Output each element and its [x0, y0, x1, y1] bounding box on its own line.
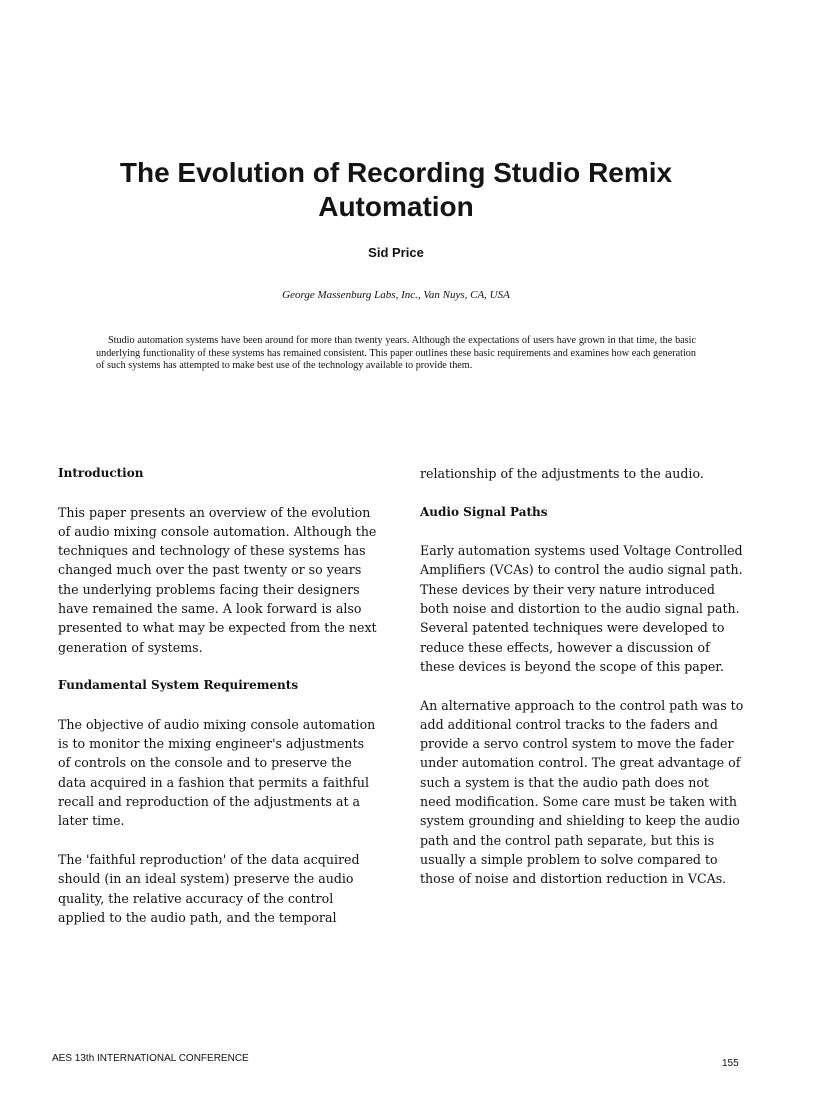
left-column — [58, 464, 378, 946]
paragraph-introduction: This paper presents an overview of the evolution of audio mixing console automation. Although the techniques and technology of these systems has changed much over the past twenty or so years the underlying problems facing their designers have remained the same. A look forward is also presented to what may be expected from the next generation of systems. — [58, 504, 377, 655]
paragraph-continued: relationship of the adjustments to the audio. — [420, 466, 704, 481]
author-affiliation: George Massenburg Labs, Inc., Van Nuys, CA, USA — [282, 289, 510, 301]
author-name: Sid Price — [368, 245, 424, 260]
heading-fundamental-requirements: Fundamental System Requirements — [58, 678, 299, 693]
paragraph-faithful-reproduction: The 'faithful reproduction' of the data acquired should (in an ideal system) preserve the audio quality, the relative accuracy of the control applied to the audio path, and the temporal — [58, 851, 360, 925]
paragraph-servo: An alternative approach to the control path was to add additional control tracks to the faders and provide a servo control system to move the fader under automation control. The great advantage of such a system is that the audio path does not need modification. Some care must be taken with system grounding and shielding to keep the audio path and the control path separate, but this is usually a simple problem to solve compared to those of noise and distortion reduction in VCAs. — [420, 697, 744, 887]
paragraph-objective: The objective of audio mixing console automation is to monitor the mixing engineer's adjustments of controls on the console and to preserve the data acquired in a fashion that permits a faithful recall and reproduction of the adjustments at a later time. — [58, 716, 376, 829]
paragraph-vca: Early automation systems used Voltage Controlled Amplifiers (VCAs) to control the audio signal path. These devices by their very nature introduced both noise and distortion to the audio signal path. Several patented techniques were developed to reduce these effects, however a discussion of these devices is beyond the scope of this paper. — [420, 543, 743, 674]
paper-title: The Evolution of Recording Studio Remix Automation — [119, 157, 673, 222]
footer-conference: AES 13th INTERNATIONAL CONFERENCE — [52, 1053, 249, 1064]
heading-audio-signal-paths: Audio Signal Paths — [420, 504, 548, 519]
abstract: Studio automation systems have been around for more than twenty years. Although the expectations of users have grown in that time, the basic underlying functionality of these systems has remained consistent. This paper outlines these basic requirements and examines how each generation of such systems has attempted to make best use of the technology available to provide them. — [96, 335, 696, 371]
heading-introduction: Introduction — [58, 466, 144, 480]
page-number: 155 — [722, 1058, 739, 1069]
right-column — [420, 464, 744, 908]
